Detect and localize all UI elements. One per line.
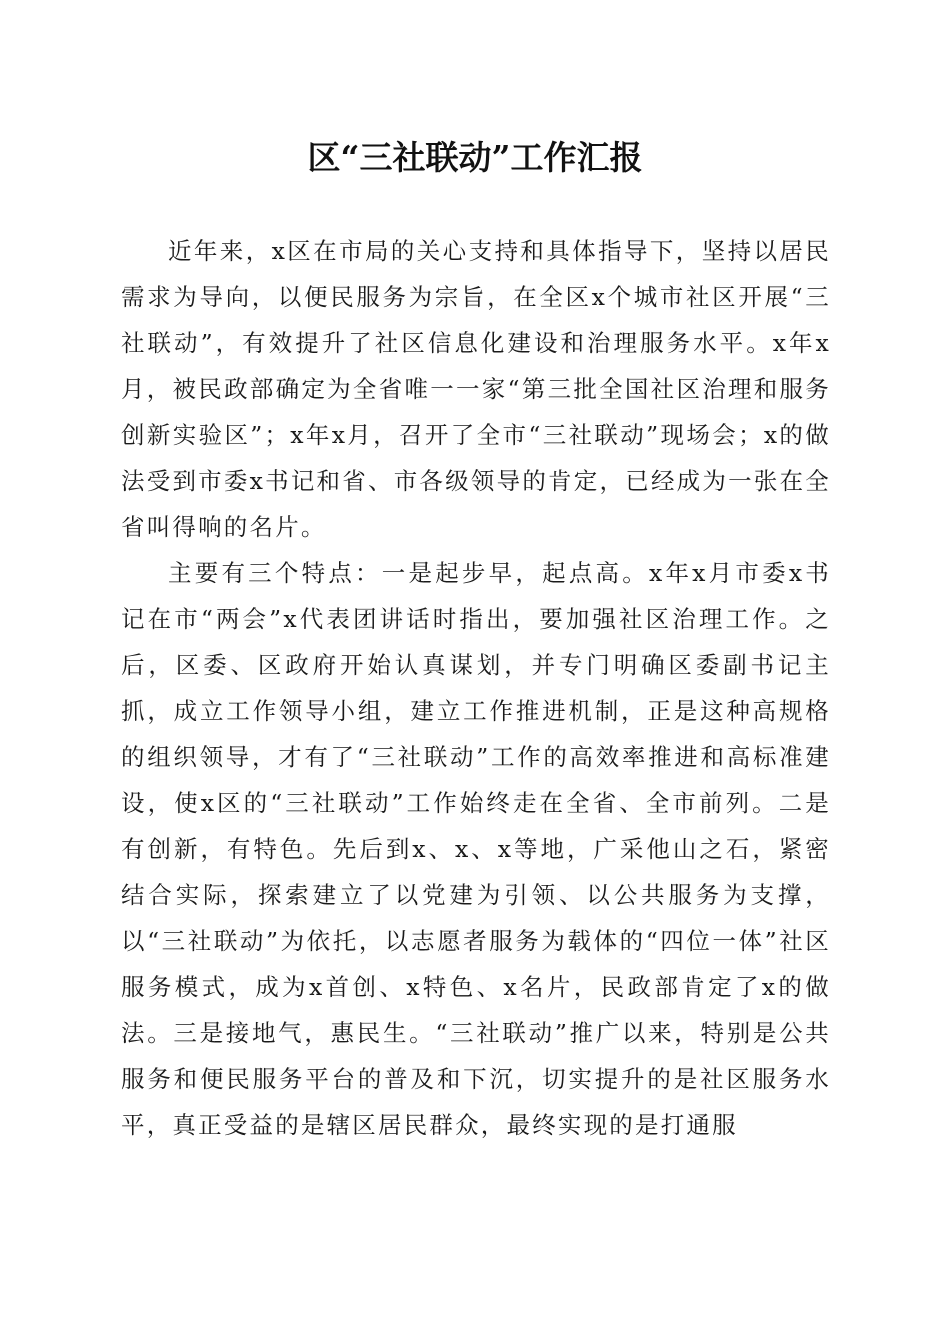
document-body <box>121 228 831 1148</box>
paragraph-intro: 近年来，x区在市局的关心支持和具体指导下，坚持以居民需求为导向，以便民服务为宗旨，在全区x个城市社区开展“三社联动”，有效提升了社区信息化建设和治理服务水平。x年x月，被民政部确定为全省唯一一家“第三批全国社区治理和服务创新实验区”；x年x月，召开了全市“三社联动”现场会；x的做法受到市委x书记和省、市各级领导的肯定，已经成为一张在全省叫得响的名片。 <box>121 237 831 541</box>
document-title: 区“三社联动”工作汇报 <box>307 138 643 177</box>
paragraph-features: 主要有三个特点：一是起步早，起点高。x年x月市委x书记在市“两会”x代表团讲话时指出，要加强社区治理工作。之后，区委、区政府开始认真谋划，并专门明确区委副书记主抓，成立工作领导小组，建立工作推进机制，正是这种高规格的组织领导，才有了“三社联动”工作的高效率推进和高标准建设，使x区的“三社联动”工作始终走在全省、全市前列。二是有创新，有特色。先后到x、x、x等地，广采他山之石，紧密结合实际，探索建立了以党建为引领、以公共服务为支撑，以“三社联动”为依托，以志愿者服务为载体的“四位一体”社区服务模式，成为x首创、x特色、x名片，民政部肯定了x的做法。三是接地气，惠民生。“三社联动”推广以来，特别是公共服务和便民服务平台的普及和下沉，切实提升的是社区服务水平，真正受益的是辖区居民群众，最终实现的是打通服 <box>121 559 831 1139</box>
